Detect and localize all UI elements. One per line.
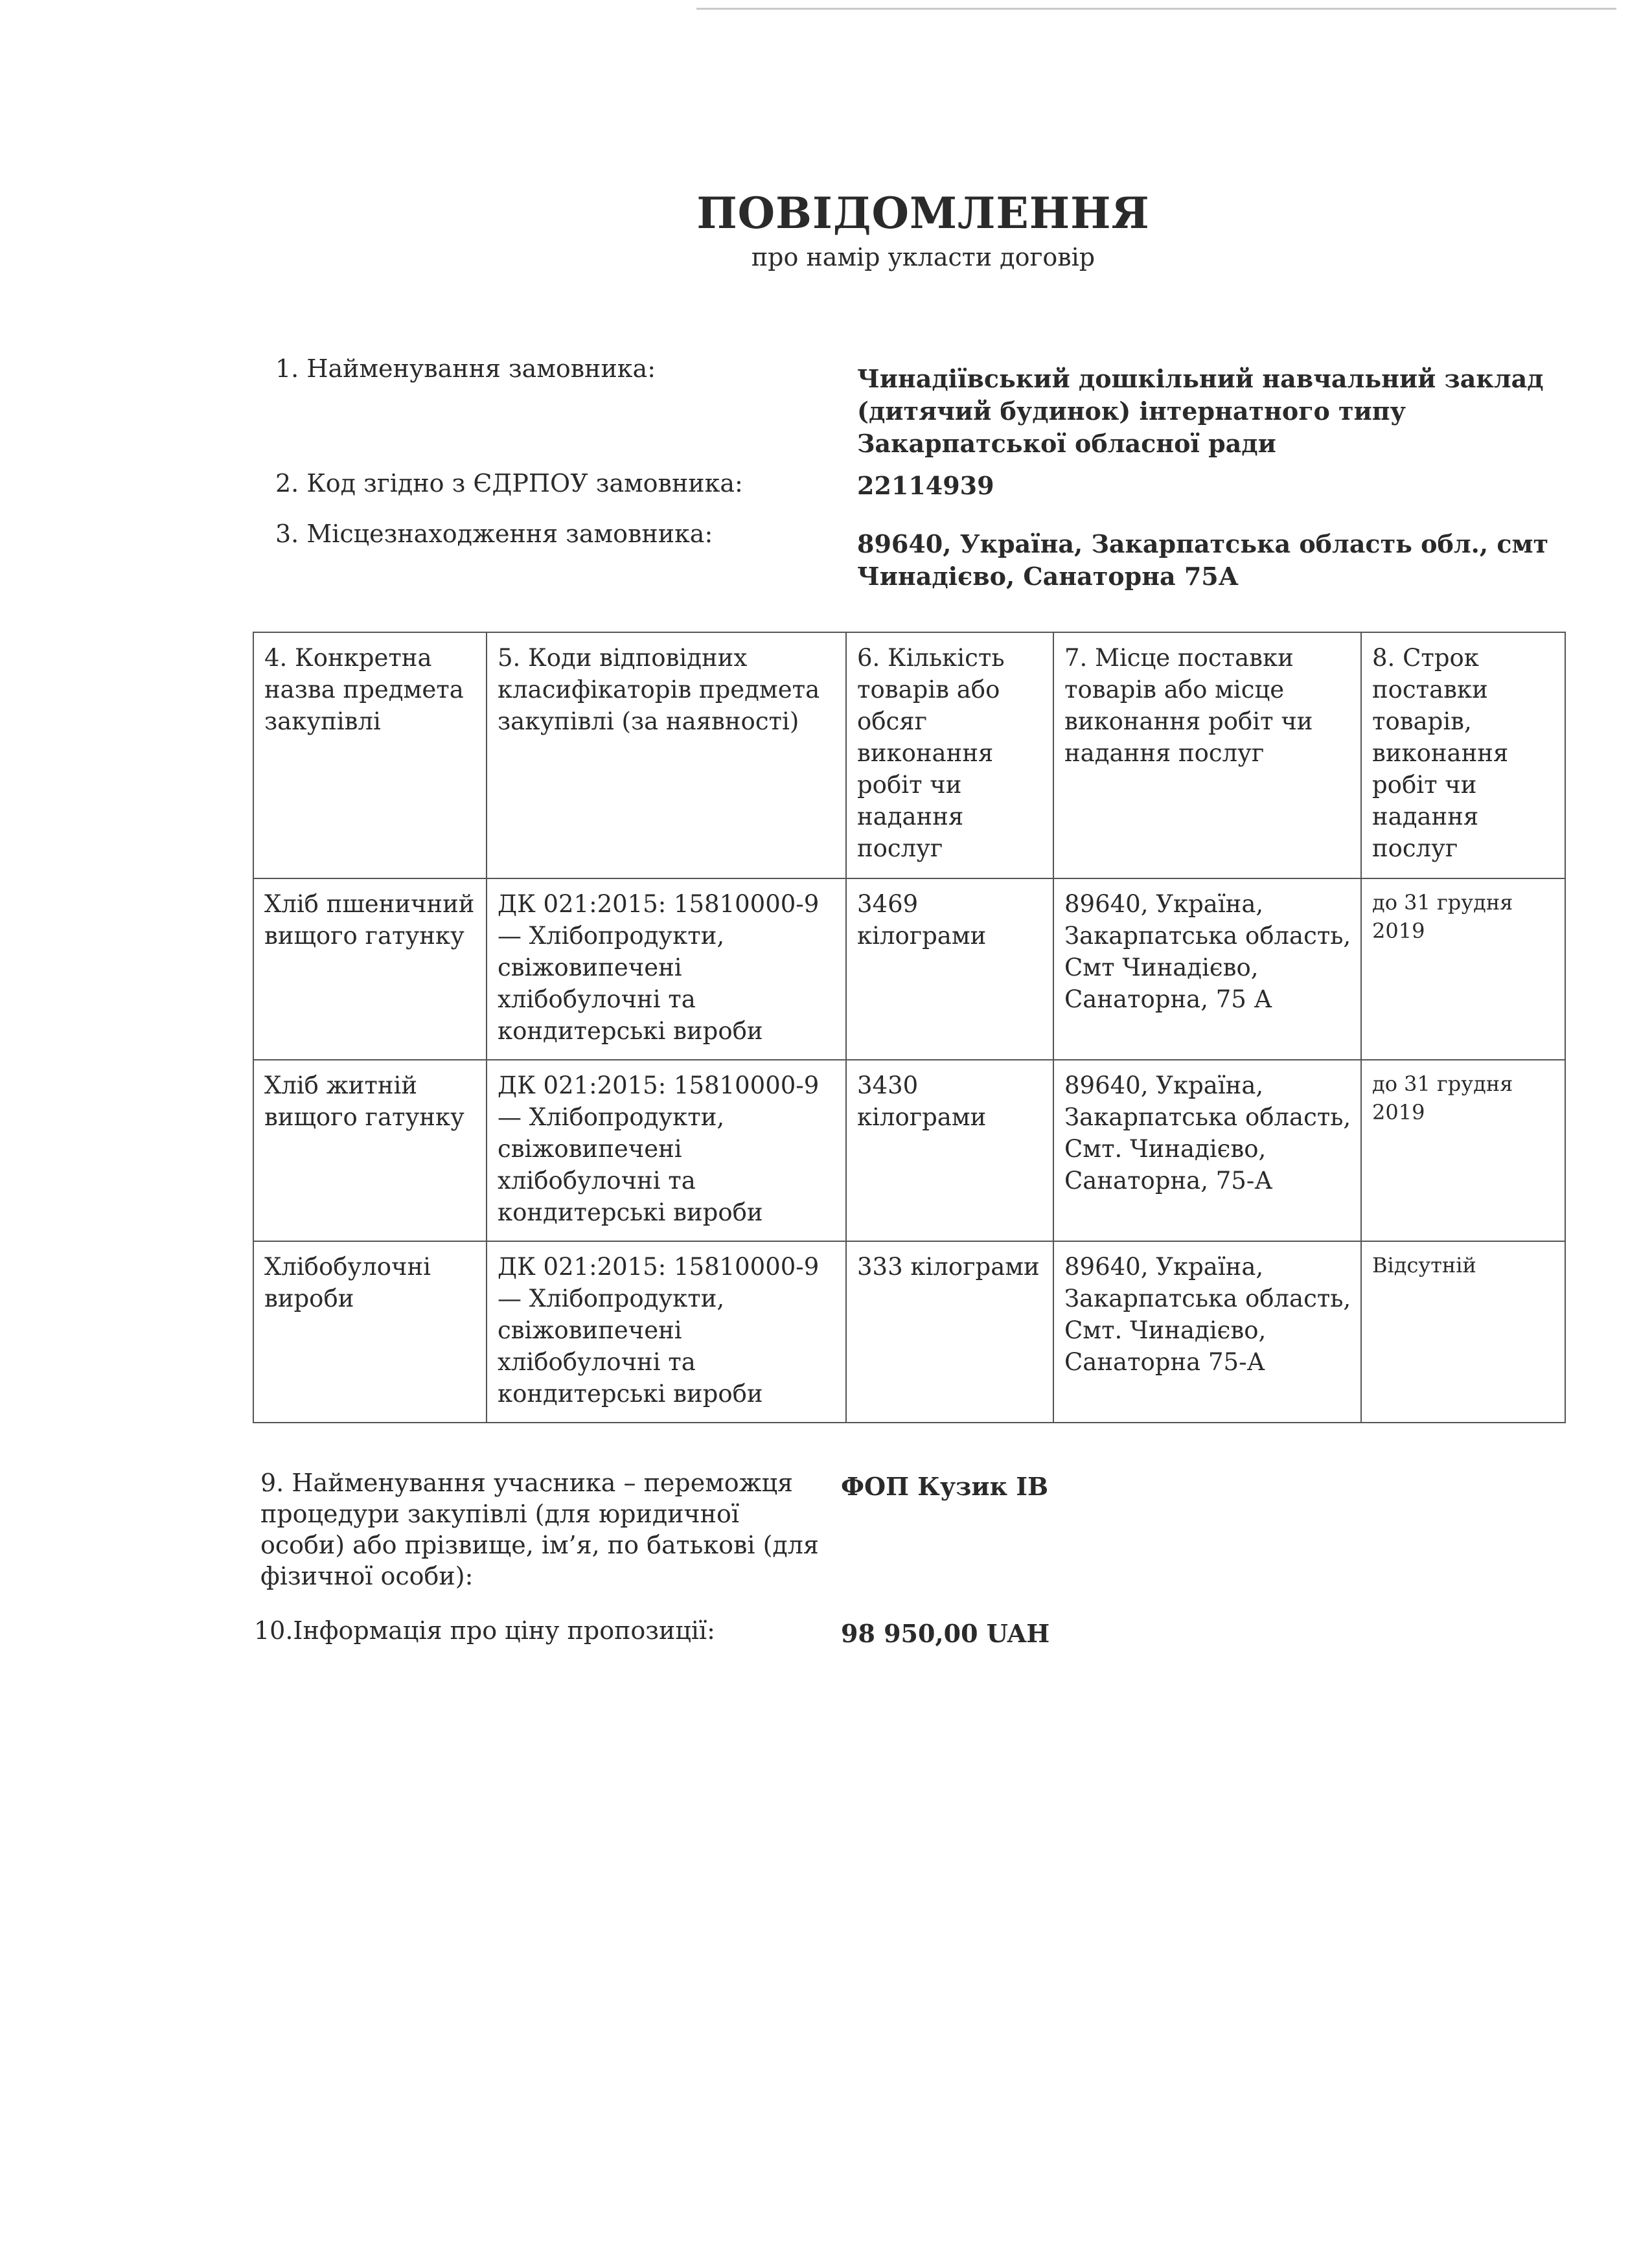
price-label: 10.Інформація про ціну пропозиції: [254, 1616, 715, 1645]
table-row [253, 878, 1565, 1060]
customer-name-value: Чинадіївський дошкільний навчальний заклад (дитячий будинок) інтернатного типу Закарпатської обласної ради [857, 364, 1544, 458]
cell-delivery-term: до 31 грудня 2019 [1361, 1060, 1565, 1241]
procurement-table [253, 632, 1566, 1423]
location-label: 3. Місцезнаходження замовника: [275, 520, 713, 548]
edrpou-label: 2. Код згідно з ЄДРПОУ замовника: [275, 469, 743, 498]
cell-classifier-code: ДК 021:2015: 15810000-9 — Хлібопродукти, свіжовипечені хлібобулочні та кондитерські вироби [487, 1060, 846, 1241]
header-delivery-place: 7. Місце поставки товарів або місце виконання робіт чи надання послуг [1053, 632, 1361, 878]
scan-artifact-line [696, 8, 1616, 10]
header-delivery-term: 8. Строк поставки товарів, виконання робіт чи надання послуг [1361, 632, 1565, 878]
cell-delivery-place: 89640, Україна, Закарпатська область, Смт Чинадієво, Санаторна, 75 А [1053, 878, 1361, 1060]
cell-delivery-term: Відсутній [1361, 1241, 1565, 1423]
cell-classifier-code: ДК 021:2015: 15810000-9 — Хлібопродукти, свіжовипечені хлібобулочні та кондитерські вироби [487, 878, 846, 1060]
document-subtitle: про намір укласти договір [751, 243, 1096, 271]
header-quantity: 6. Кількість товарів або обсяг виконання робіт чи надання послуг [846, 632, 1053, 878]
cell-quantity: 333 кілограми [846, 1241, 1053, 1423]
table-row [253, 1241, 1565, 1423]
cell-delivery-term: до 31 грудня 2019 [1361, 878, 1565, 1060]
cell-delivery-place: 89640, Україна, Закарпатська область, Смт. Чинадієво, Санаторна 75-А [1053, 1241, 1361, 1423]
document-title: ПОВІДОМЛЕННЯ [696, 188, 1150, 238]
cell-quantity: 3430 кілограми [846, 1060, 1053, 1241]
customer-name-label: 1. Найменування замовника: [275, 354, 656, 383]
cell-quantity: 3469 кілограми [846, 878, 1053, 1060]
edrpou-value: 22114939 [857, 471, 994, 500]
table-row [253, 1060, 1565, 1241]
cell-item-name: Хліб пшеничний вищого гатунку [253, 878, 487, 1060]
cell-item-name: Хлібобулочні вироби [253, 1241, 487, 1423]
header-classifier-code: 5. Коди відповідних класифікаторів предмета закупівлі (за наявності) [487, 632, 846, 878]
location-value: 89640, Україна, Закарпатська область обл., смт Чинадієво, Санаторна 75А [857, 529, 1549, 591]
cell-item-name: Хліб житній вищого гатунку [253, 1060, 487, 1241]
winner-label: 9. Найменування учасника – переможця процедури закупівлі (для юридичної особи) або прізвище, ім’я, по батькові (для фізичної особи): [260, 1469, 819, 1590]
table-header-row [253, 632, 1565, 878]
cell-classifier-code: ДК 021:2015: 15810000-9 — Хлібопродукти, свіжовипечені хлібобулочні та кондитерські вироби [487, 1241, 846, 1423]
header-item-name: 4. Конкретна назва предмета закупівлі [253, 632, 487, 878]
winner-value: ФОП Кузик ІВ [841, 1472, 1049, 1501]
price-value: 98 950,00 UAH [841, 1619, 1050, 1648]
cell-delivery-place: 89640, Україна, Закарпатська область, Смт. Чинадієво, Санаторна, 75-А [1053, 1060, 1361, 1241]
